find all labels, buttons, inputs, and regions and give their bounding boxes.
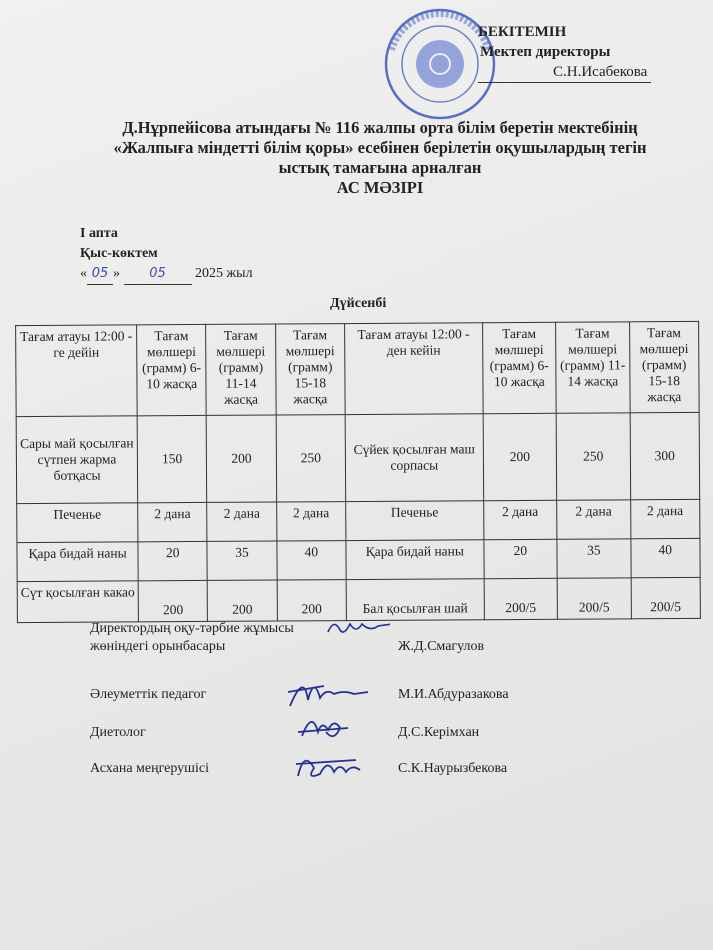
day-name: Дүйсенбі xyxy=(330,296,387,311)
table-header-row xyxy=(16,321,700,416)
col-header: Тағам мөлшері (грамм) 6-10 жасқа xyxy=(137,324,207,415)
date-year: 2025 жыл xyxy=(195,266,253,281)
title-line: «Жалпыға міндетті білім қоры» есебінен берілетін оқушылардың тегін xyxy=(113,138,647,157)
document-title xyxy=(60,118,700,198)
col-header: Тағам мөлшері (грамм) 11-14 жасқа xyxy=(556,322,630,413)
cell: 250 xyxy=(276,415,346,502)
col-header: Тағам мөлшері (грамм) 11-14 жасқа xyxy=(206,324,276,415)
signature-role: Диетолог xyxy=(90,725,146,740)
cell: 40 xyxy=(277,541,347,580)
cell: 2 дана xyxy=(276,502,346,541)
cell: Сары май қосылған сүтпен жарма ботқасы xyxy=(16,416,138,504)
cell: 200/5 xyxy=(557,578,631,619)
col-header: Тағам мөлшері (грамм) 15-18 жасқа xyxy=(275,324,345,415)
col-header: Тағам мөлшері (грамм) 6-10 жасқа xyxy=(482,322,556,413)
cell: Қара бидай наны xyxy=(17,542,138,582)
cell: 300 xyxy=(630,412,700,499)
cell: 200 xyxy=(138,580,208,621)
signature-name: Д.С.Керімхан xyxy=(398,725,480,740)
handwritten-signature xyxy=(280,742,390,787)
date-month: 05 xyxy=(124,264,192,285)
cell: 150 xyxy=(137,415,207,502)
cell: 200 xyxy=(483,413,557,500)
approval-position: Мектеп директоры xyxy=(480,44,611,60)
table-row xyxy=(16,412,700,503)
cell: 200 xyxy=(207,415,277,502)
week-info: I апта Қыс-көктем « 05 » 05 2025 жыл xyxy=(80,224,253,285)
menu-table xyxy=(15,321,701,623)
cell: 35 xyxy=(207,541,277,580)
cell: 2 дана xyxy=(207,502,277,541)
approval-title: БЕКІТЕМІН xyxy=(478,24,567,40)
title-line: ыстық тамағына арналған xyxy=(278,158,482,177)
cell: 250 xyxy=(556,413,630,500)
cell: Қара бидай наны xyxy=(346,540,484,580)
title-menu: АС МӘЗІРІ xyxy=(336,178,424,197)
cell: Печенье xyxy=(346,501,484,541)
signature-name: Ж.Д.Смагулов xyxy=(398,639,485,654)
cell: Сүт қосылған какао xyxy=(17,581,138,623)
approval-name: С.Н.Исабекова xyxy=(478,62,651,83)
cell: 2 дана xyxy=(630,499,700,538)
cell: 2 дана xyxy=(138,502,208,541)
signature-role: Әлеуметтік педагог xyxy=(90,687,207,702)
cell: 35 xyxy=(557,539,631,578)
week-label: I апта xyxy=(80,226,118,241)
date-day: 05 xyxy=(87,264,113,285)
signature-role: Асхана меңгерушісі xyxy=(90,761,209,776)
approval-block xyxy=(478,22,651,83)
signature-name: М.И.Абдуразакова xyxy=(398,687,509,702)
handwritten-signature xyxy=(280,602,390,642)
title-line: Д.Нұрпейісова атындағы № 116 жалпы орта білім беретін мектебінің xyxy=(122,118,638,137)
cell: Бал қосылған шай xyxy=(346,579,484,621)
cell: 200 xyxy=(208,580,278,621)
cell: Печенье xyxy=(17,503,138,543)
col-header: Тағам мөлшері (грамм) 15-18 жасқа xyxy=(629,321,699,412)
cell: 2 дана xyxy=(557,500,631,539)
table-row xyxy=(17,499,700,542)
cell: Сүйек қосылған маш сорпасы xyxy=(345,414,483,502)
cell: 20 xyxy=(138,541,208,580)
cell: 200 xyxy=(277,580,347,621)
cell: 200/5 xyxy=(631,577,701,618)
cell: 20 xyxy=(484,539,558,578)
col-header: Тағам атауы 12:00 - ден кейін xyxy=(345,323,483,415)
signature-name: С.К.Наурызбекова xyxy=(398,761,508,776)
signature-role: Директордың оқу-тәрбие жұмысы жөніндегі орынбасары xyxy=(90,621,294,654)
season-label: Қыс-көктем xyxy=(80,246,158,261)
table-row xyxy=(17,538,700,581)
cell: 40 xyxy=(631,538,701,577)
cell: 200/5 xyxy=(484,578,558,619)
col-header: Тағам атауы 12:00 - ге дейін xyxy=(16,325,138,417)
cell: 2 дана xyxy=(483,500,557,539)
